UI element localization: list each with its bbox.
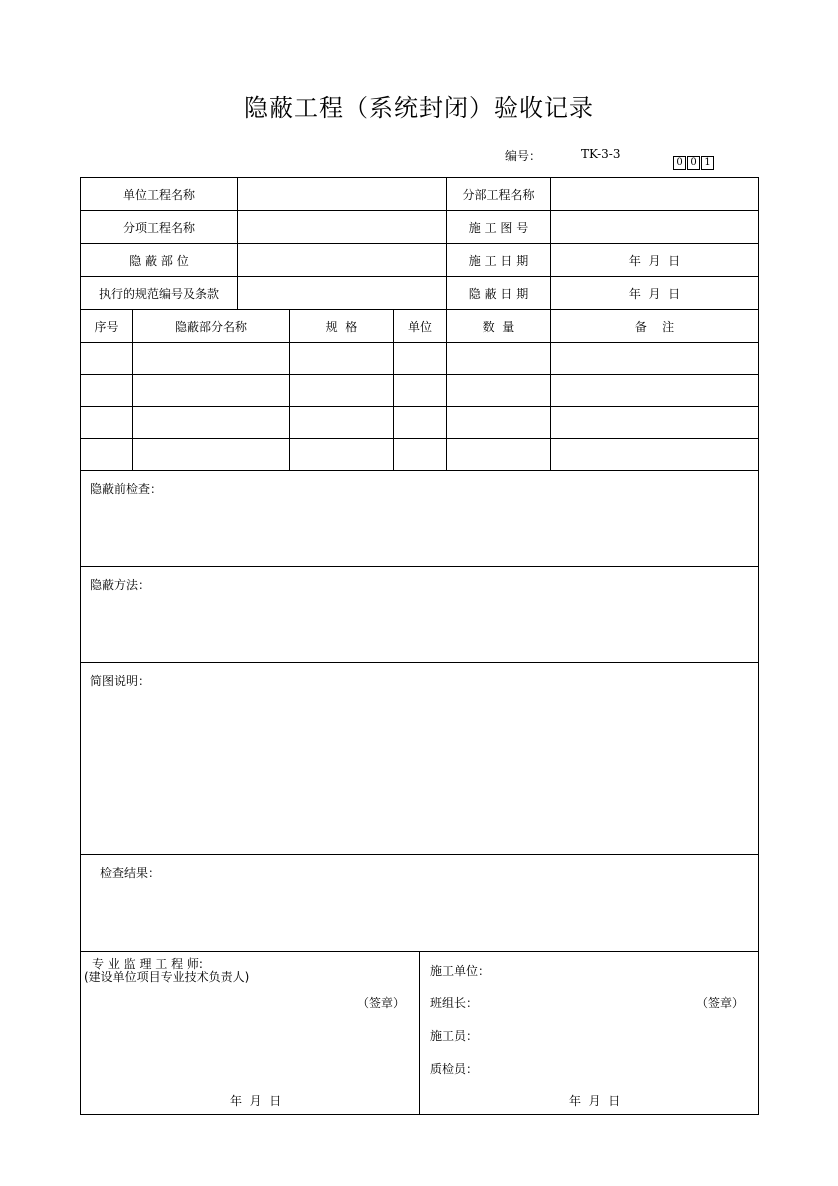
page-title: 隐蔽工程（系统封闭）验收记录	[244, 94, 594, 122]
column-header-part-name: 隐蔽部分名称	[174, 320, 247, 334]
column-header-unit: 单位	[407, 320, 432, 334]
section-pre-inspection-label: 隐蔽前检查：	[90, 482, 163, 496]
code-value: TK-3-3	[581, 147, 621, 161]
column-header-spec: 规 格	[325, 320, 358, 334]
supervisor-note: (建设单位项目专业技术负责人)	[84, 970, 250, 984]
date-right: 年 月 日	[569, 1094, 621, 1108]
info-label-subitem-project: 分项工程名称	[122, 221, 195, 235]
supervisor-title: 专 业 监 理 工 程 师:	[92, 957, 203, 971]
column-header-quantity: 数 量	[482, 320, 515, 334]
date-left: 年 月 日	[230, 1094, 282, 1108]
info-label-construction-date: 施 工 日 期	[468, 254, 529, 268]
info-label-concealed-date: 隐 蔽 日 期	[468, 287, 529, 301]
team-leader-label: 班组长：	[430, 996, 479, 1010]
column-header-remarks: 备 注	[634, 320, 675, 334]
section-sketch-label: 简图说明：	[90, 674, 151, 688]
serial-digit: 0	[687, 156, 700, 170]
info-label-drawing-number: 施 工 图 号	[468, 221, 529, 235]
info-label-unit-project: 单位工程名称	[122, 188, 195, 202]
contractor-label: 施工单位：	[430, 964, 491, 978]
info-label-division-project: 分部工程名称	[462, 188, 535, 202]
section-result-label: 检查结果：	[100, 866, 161, 880]
info-label-concealed-part: 隐 蔽 部 位	[129, 254, 189, 268]
worker-label: 施工员：	[430, 1029, 479, 1043]
info-label-standard-clause: 执行的规范编号及条款	[98, 287, 219, 301]
seal-right: （签章）	[696, 996, 745, 1010]
serial-digit: 1	[701, 156, 714, 170]
code-label: 编号：	[505, 149, 542, 163]
info-value-construction-date[interactable]: 年 月 日	[628, 254, 681, 268]
info-value-concealed-date[interactable]: 年 月 日	[628, 287, 681, 301]
qc-label: 质检员：	[430, 1062, 479, 1076]
section-method-label: 隐蔽方法：	[90, 578, 151, 592]
seal-left: （签章）	[357, 996, 406, 1010]
column-header-serial: 序号	[94, 320, 119, 334]
serial-digit: 0	[673, 156, 686, 170]
